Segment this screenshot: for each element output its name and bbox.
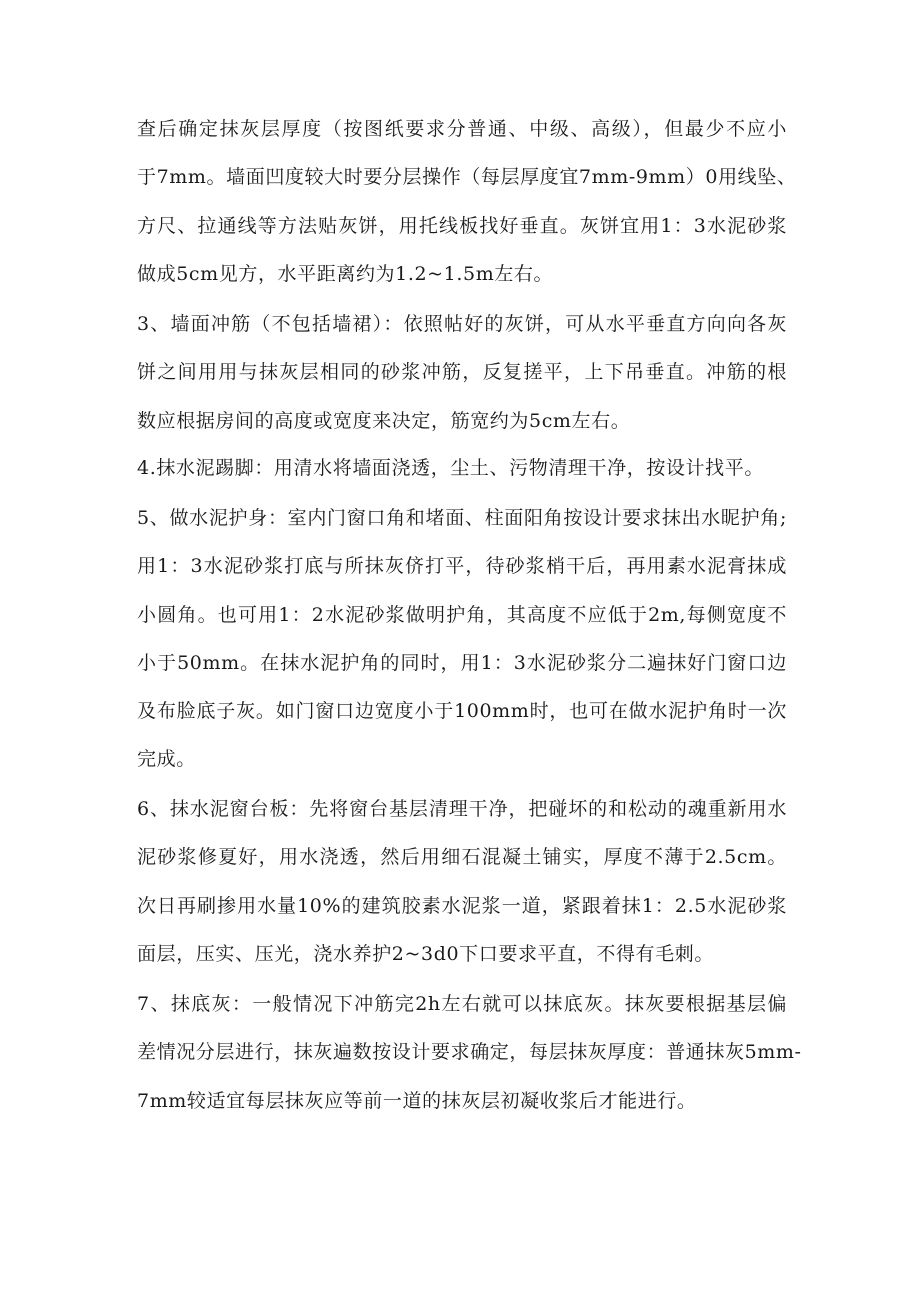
- text-line: 7、抹底灰：一般情况下冲筋完2h左右就可以抹底灰。抹灰要根据基层偏: [137, 993, 787, 1015]
- text-line: 完成。: [137, 748, 196, 771]
- text-line: 数应根据房间的高度或宽度来决定，筋宽约为5cm左右。: [137, 409, 631, 432]
- text-line: 4.抹水泥踢脚：用清水将墙面浇透，尘土、污物清理干净，按设计找平。: [137, 457, 764, 479]
- text-line: 饼之间用用与抹灰层相同的砂浆冲筋，反复搓平，上下吊垂直。冲筋的根: [137, 361, 787, 384]
- text-line: 3、墙面冲筋（不包括墙裙）：依照帖好的灰饼，可从水平垂直方向向各灰: [137, 313, 787, 335]
- paragraph-skirting: [137, 444, 787, 492]
- text-line: 查后确定抹灰层厚度（按图纸要求分普通、中级、高级），但最少不应小: [137, 118, 787, 140]
- text-line: 面层，压实、压光，浇水养护2~3d0下口要求平直，不得有毛刺。: [137, 942, 714, 965]
- text-line: 方尺、拉通线等方法贴灰饼，用托线板找好垂直。灰饼宜用1：3水泥砂浆: [137, 214, 787, 237]
- text-line: 6、抹水泥窗台板：先将窗台基层清理干净，把碰坏的和松动的魂重新用水: [137, 798, 787, 820]
- text-line: 小圆角。也可用1：2水泥砂浆做明护角，其高度不应低于2m,每侧宽度不: [137, 603, 787, 626]
- text-line: 泥砂浆修夏好，用水浇透，然后用细石混凝土铺实，厚度不薄于2.5cm。: [137, 846, 787, 869]
- text-line: 用1：3水泥砂浆打底与所抹灰侪打平，待砂浆梢干后，再用素水泥膏抹成: [137, 555, 787, 578]
- text-line: 5、做水泥护身：室内门窗口角和堵面、柱面阳角按设计要求抹出水昵护角;: [137, 507, 787, 529]
- paragraph-window-sill: [137, 785, 787, 978]
- text-line: 小于50mm。在抹水泥护角的同时，用1：3水泥砂浆分二遍抹好门窗口边: [137, 651, 787, 674]
- text-line: 及布脸底子灰。如门窗口边宽度小于100mm时，也可在做水泥护角时一次: [137, 700, 787, 723]
- text-line: 次日再刷掺用水量10%的建筑胶素水泥浆一道，紧跟着抹1：2.5水泥砂浆: [137, 894, 787, 917]
- paragraph-plaster-thickness: [137, 105, 797, 298]
- text-line: 7mm较适宜每层抹灰应等前一道的抹灰层初凝收浆后才能进行。: [137, 1089, 697, 1112]
- paragraph-base-coat: [137, 980, 802, 1125]
- paragraph-wall-screeding: [137, 300, 787, 445]
- text-line: 做成5cm见方，水平距离约为1.2~1.5m左右。: [137, 262, 554, 285]
- text-line: 于7mm。墙面凹度较大时要分层操作（每层厚度宜7mm-9mm）0用线坠、: [137, 166, 797, 189]
- text-line: 差情况分层进行，抹灰遍数按设计要求确定，每层抹灰厚度：普通抹灰5mm-: [137, 1041, 802, 1064]
- paragraph-corner-protection: [137, 494, 787, 784]
